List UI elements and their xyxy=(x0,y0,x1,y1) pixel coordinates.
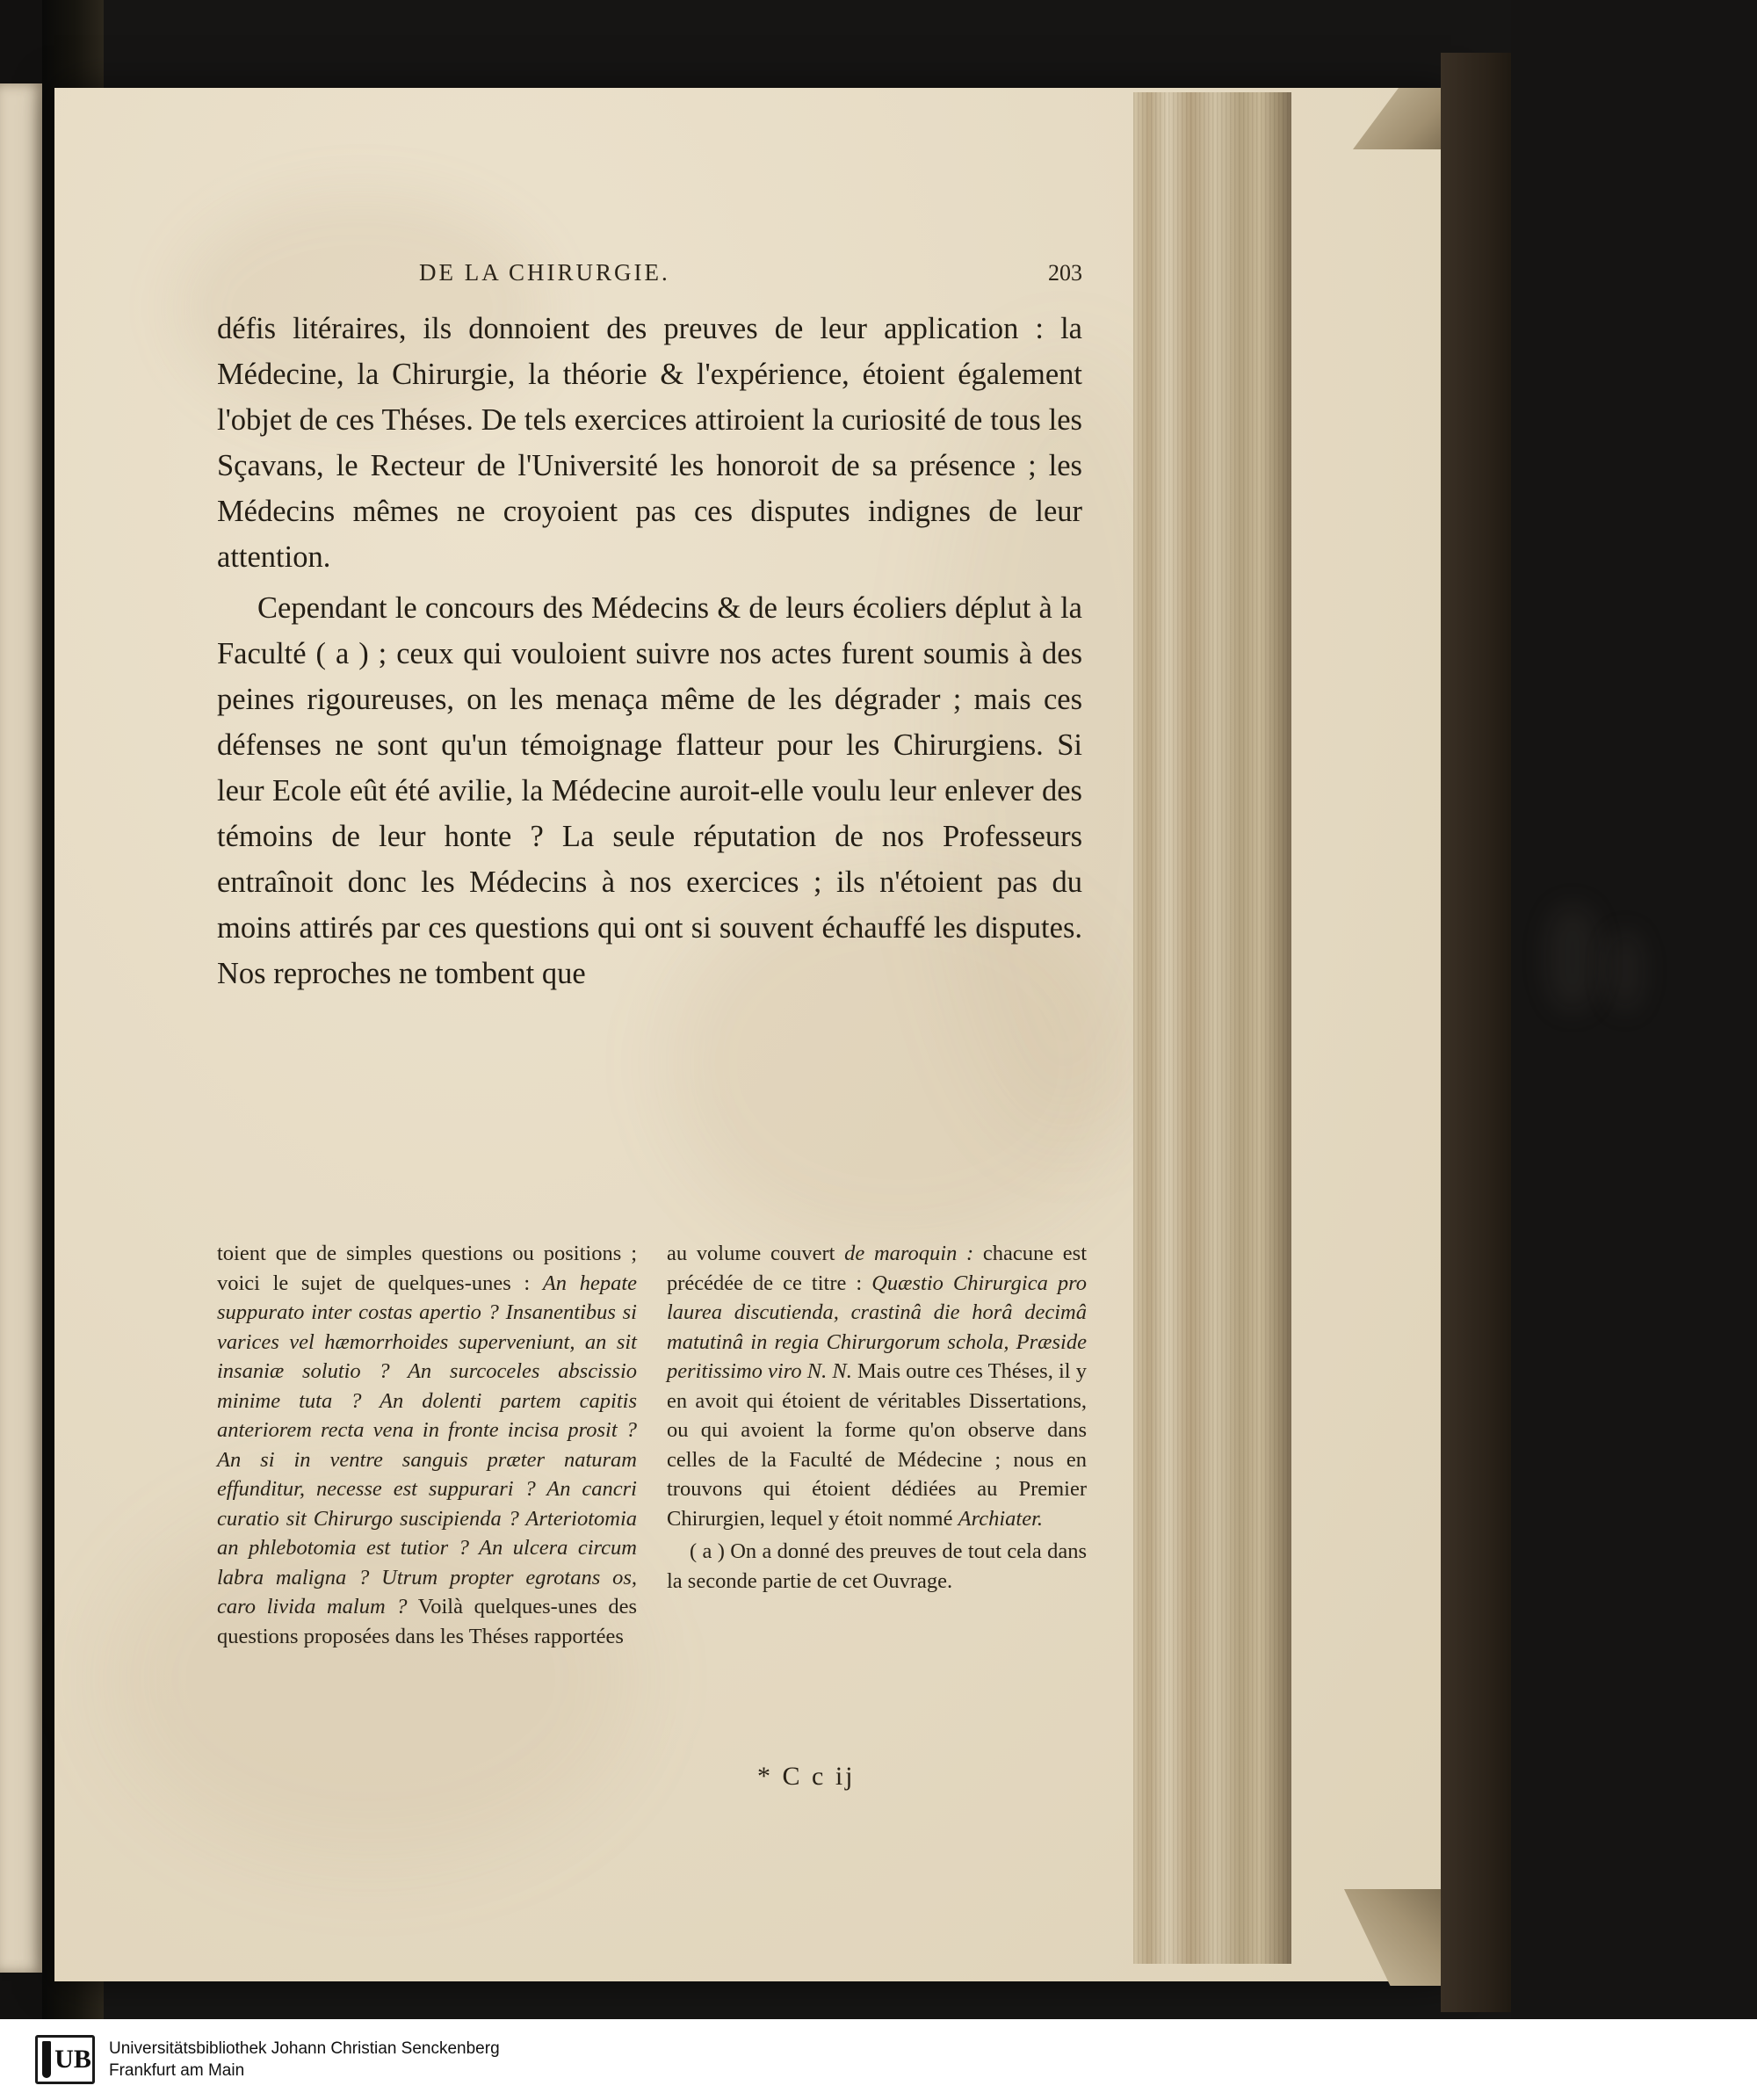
footnote-left-text xyxy=(217,1239,637,1651)
footnote-right-part-2: chacune est précédée de ce titre : xyxy=(667,1242,1088,1295)
footnote-right-italic-3: Archiater. xyxy=(958,1506,1044,1531)
footnote-left-part-1: toient que de simples questions ou positions ; voici le sujet de quelques-unes : xyxy=(217,1242,637,1295)
body-paragraph-1: défis litéraires, ils donnoient des preuves de leur application : la Médecine, la Chirurgie, la théorie & l'expérience, étoient également l'objet de ces Théses. De tels exercices attiroient la curiosité de tous les Sçavans, le Recteur de l'Université les honoroit de sa présence ; les Médecins mêmes ne croyoient pas ces disputes indignes de leur attention. xyxy=(217,312,1082,574)
book-cover-edge xyxy=(1441,53,1520,2012)
footnote-right-text xyxy=(667,1239,1087,1533)
running-head xyxy=(217,259,1082,286)
library-name xyxy=(109,2038,500,2082)
footnote-left-latin: An hepate suppurato inter costas apertio ? Insanentibus si varices vel hæmorrhoides superveniunt, an sit insaniæ solutio ? An surcoceles abscissio minime tuta ? An dolenti partem capitis anteriorem recta vena in fronte incisa prosit ? An si in ventre sanguis præter naturam effunditur, necesse est suppurari ? An cancri curatio sit Chirurgo suscipienda ? Arteriotomia an phlebotomia est tutior ? An ulcera circum labra maligna ? Utrum propter egrotans os, caro livida malum ? xyxy=(217,1271,637,1618)
footnote-right-italic-1: de maroquin : xyxy=(844,1242,974,1265)
background-smudge xyxy=(1608,931,1643,1010)
running-head-title: DE LA CHIRURGIE. xyxy=(419,259,670,286)
quire-signature: * C c ij xyxy=(757,1762,856,1791)
ub-logo-icon xyxy=(35,2035,95,2084)
footnote-right-part-1: au volume couvert xyxy=(667,1242,845,1265)
page-text-column xyxy=(217,259,1082,996)
library-name-line-1: Universitätsbibliothek Johann Christian Senckenberg xyxy=(109,2039,500,2058)
footnote-right-part-3: Mais outre ces Théses, il y en avoit qui étoient de véritables Dissertations, ou qui avoient la forme qu'on observe dans celles de la Faculté de Médecine ; nous en trouvons qui étoient dédiées au Premier Chirurgien, lequel y étoit nommé xyxy=(667,1359,1087,1531)
page-folio-number: 203 xyxy=(1048,260,1082,286)
background-smudge xyxy=(1546,905,1599,1010)
footnote-block xyxy=(217,1239,1087,1651)
body-paragraph-2: Cependant le concours des Médecins & de leurs écoliers déplut à la Faculté ( a ) ; ceux qui vouloient suivre nos actes furent soumis à des peines rigoureuses, on les menaça même de les dégrader ; mais ces défenses ne sont qu'un témoignage flatteur pour les Chirurgiens. Si leur Ecole eût été avilie, la Médecine auroit-elle voulu leur enlever des témoins de leur honte ? La seule réputation de nos Professeurs entraînoit donc les Médecins à nos exercices ; ils n'étoient pas du moins attirés par ces questions qui ont si souvent échauffé les disputes. Nos reproches ne tombent que xyxy=(217,591,1082,990)
footnote-right-latin-title: Quæstio Chirurgica pro laurea discutienda, crastinâ die horâ decimâ matutinâ in regia Chirurgorum schola, Præside peritissimo viro N. N. xyxy=(667,1271,1087,1383)
scanner-right-edge xyxy=(1511,0,1757,2100)
footnote-column-right xyxy=(667,1239,1087,1651)
library-watermark-bar xyxy=(0,2019,1757,2100)
footnote-column-left xyxy=(217,1239,637,1651)
ub-logo-label: UB xyxy=(54,2045,91,2074)
footnote-note-a: ( a ) On a donné des preuves de tout cela dans la seconde partie de cet Ouvrage. xyxy=(667,1539,1087,1593)
footnote-left-part-2: Voilà quelques-unes des questions proposées dans les Théses rapportées xyxy=(217,1595,637,1648)
library-name-line-2: Frankfurt am Main xyxy=(109,2061,245,2080)
book-fore-edge-texture xyxy=(1133,92,1291,1964)
facing-page-sliver xyxy=(0,83,42,1973)
